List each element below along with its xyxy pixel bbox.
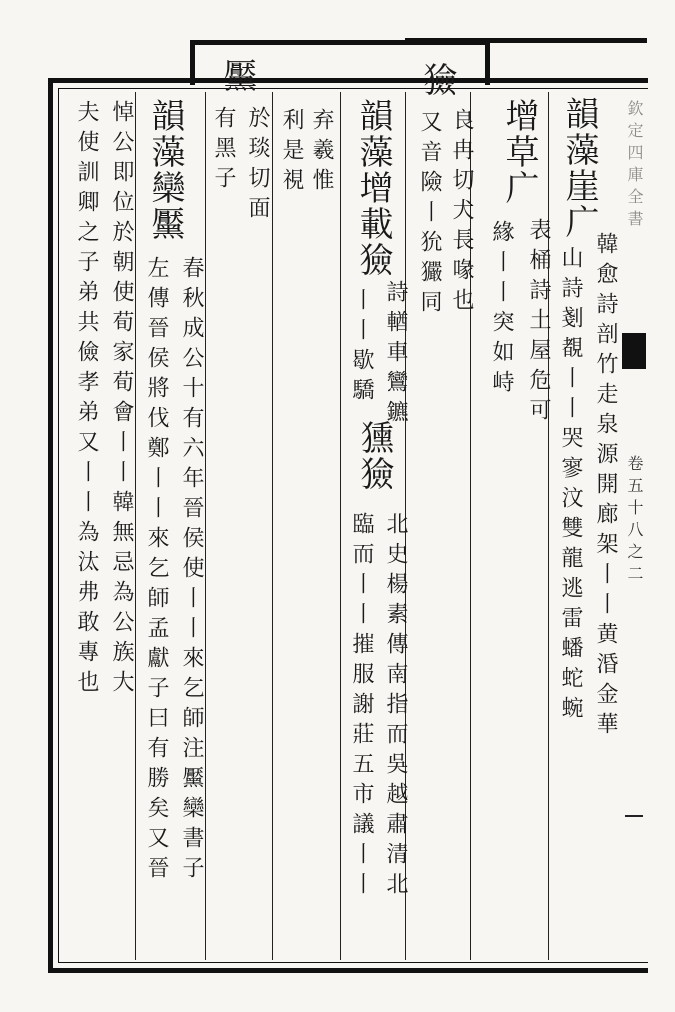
entry-heading: 增草广: [499, 98, 539, 206]
entry-text: 弃羲惟: [309, 108, 334, 198]
entry-heading: 獯獫: [354, 420, 394, 492]
entry-heading: 韻藻崖广: [559, 96, 599, 240]
entry-heading: 韻藻增載獫: [353, 98, 393, 278]
book-title-margin: 欽定四庫全書: [625, 100, 644, 232]
entry-text: 又音險丨狁玁同: [417, 110, 442, 320]
entry-text: 韓愈詩剖竹走泉源開廊架丨丨黄涽金華: [593, 232, 618, 742]
column-rule: [135, 92, 136, 960]
volume-label: 卷五十八之二: [625, 455, 644, 587]
column-rule: [272, 92, 273, 960]
entry-text: 山詩剗覩丨丨哭寥汶雙龍逃雷蟠蛇蜿: [558, 246, 583, 726]
entry-text: 有黑子: [211, 106, 236, 196]
entry-text: 於琰切面: [245, 106, 270, 226]
entry-text: 臨而丨丨摧服謝莊五市議丨丨: [349, 512, 374, 902]
column-rule: [340, 92, 341, 960]
entry-heading-character: 黶: [217, 58, 257, 94]
entry-text: 夫使訓卿之子弟共儉孝弟又丨丨為汰弗敢專也: [74, 100, 99, 700]
fishtail-mark: [622, 333, 646, 369]
entry-text: 利是視: [279, 108, 304, 198]
entry-text: 表桶詩土屋危可: [526, 218, 551, 428]
entry-text: 丨丨歇驕: [349, 288, 374, 408]
entry-text: 詩輶車鸞鑣: [383, 280, 408, 430]
entry-heading: 韻藻欒黶: [145, 98, 185, 242]
entry-text: 左傳晉侯將伐鄭丨丨來乞師孟獻子曰有勝矣又晉: [144, 256, 169, 886]
entry-text: 緣丨丨突如峙: [489, 220, 514, 400]
entry-text: 北史楊素傳南指而吳越肅清北: [383, 512, 408, 902]
entry-text: 春秋成公十有六年晉侯使丨丨來乞師注黶欒書子: [179, 256, 204, 886]
entry-heading-character: 獫: [417, 62, 457, 98]
column-rule: [205, 92, 206, 960]
entry-text: 良冉切犬長喙也: [449, 108, 474, 318]
entry-text: 悼公即位於朝使荀家荀會丨丨韓無忌為公族大: [109, 100, 134, 700]
edge-mark: [625, 815, 643, 817]
